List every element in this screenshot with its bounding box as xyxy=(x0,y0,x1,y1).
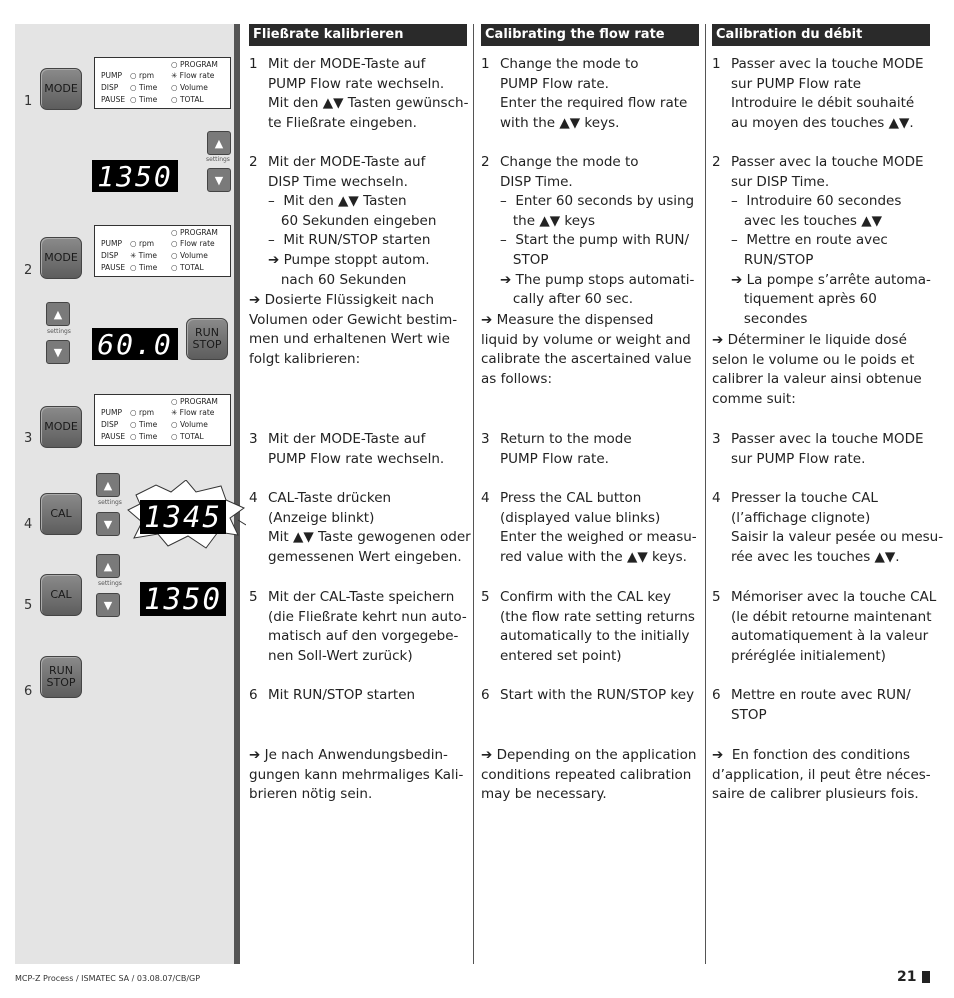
column-heading: Calibrating the flow rate xyxy=(481,24,699,46)
step-number: 4 xyxy=(24,517,33,532)
column-french: Calibration du débit 1 Passer avec la touche MODE sur PUMP Flow rate Introduire le débit souhaité au moyen des touches ▲▼. 2 Passer avec la touche MODE sur DISP Time. – Introduire 60 secondes avec les touches ▲▼ – Mettre en route avec RUN/STOP ➔ La pompe s’arrête automa- tiquement après 60 secondes ➔ Déterminer le liquide dosé selon le volume ou le poids et calibrer la valeur ainsi obtenue comme suit: 3 Passer avec la touche MODE sur PUMP Flow rate. 4 Presser la touche CAL (l’affichage clignote) Saisir la valeur pesée ou mesu- rée avec les touches ▲▼. 5 Mémoriser avec la touche CAL (le débit retourne maintenant automatiquement à la valeur préréglée initialement) 6 Mettre en route avec RUN/ STOP ➔ En fonction des conditions d’application, il peut être néces- saire de calibrer plusieurs fois. xyxy=(712,24,930,964)
run-stop-key-icon: RUN STOP xyxy=(186,318,228,360)
mode-key-icon: MODE xyxy=(40,406,82,448)
cal-key-icon: CAL xyxy=(40,574,82,616)
page-number: 21 xyxy=(897,969,917,985)
step-number: 3 xyxy=(24,431,33,446)
page-marker xyxy=(922,971,930,983)
status-panel: ○ PROGRAM PUMP ○ rpm ✳ Flow rate DISP ○ Time ○ Volume PAUSE ○ Time ○ TOTAL xyxy=(94,394,231,446)
settings-label: settings xyxy=(98,499,122,506)
led-display: 1350 xyxy=(92,160,178,192)
settings-label: settings xyxy=(47,328,71,335)
led-display: 1350 xyxy=(140,582,226,616)
arrow-up-icon: ▲ xyxy=(207,131,231,155)
column-german: Fließrate kalibrieren 1 Mit der MODE-Taste auf PUMP Flow rate wechseln. Mit den ▲▼ Tasten gewünsch- te Fließrate eingeben. 2 Mit der MODE-Taste auf DISP Time wechseln. – Mit den ▲▼ Tasten 60 Sekunden eingeben – Mit RUN/STOP starten ➔ Pumpe stoppt autom. nach 60 Sekunden ➔ Dosierte Flüssigkeit nach Volumen oder Gewicht bestim- men und erhaltenen Wert wie folgt kalibrieren: 3 Mit der MODE-Taste auf PUMP Flow rate wechseln. 4 CAL-Taste drücken (Anzeige blinkt) Mit ▲▼ Taste gewogenen oder gemessenen Wert eingeben. 5 Mit der CAL-Taste speichern (die Fließrate kehrt nun auto- matisch auf den vorgegebe- nen Soll-Wert zurück) 6 Mit RUN/STOP starten ➔ Je nach Anwendungsbedin- gungen kann mehrmaliges Kali- brieren nötig sein. xyxy=(249,24,467,964)
column-heading: Fließrate kalibrieren xyxy=(249,24,467,46)
status-panel: ○ PROGRAM PUMP ○ rpm ○ Flow rate DISP ✳ Time ○ Volume PAUSE ○ Time ○ TOTAL xyxy=(94,225,231,277)
led-display-blinking: 1345 xyxy=(140,500,226,534)
mode-key-icon: MODE xyxy=(40,237,82,279)
column-heading: Calibration du débit xyxy=(712,24,930,46)
arrow-down-icon: ▼ xyxy=(207,168,231,192)
step-number: 5 xyxy=(24,598,33,613)
settings-label: settings xyxy=(206,156,230,163)
led-display: 60.0 xyxy=(92,328,178,360)
footer-text: MCP-Z Process / ISMATEC SA / 03.08.07/CB/GP xyxy=(15,974,201,983)
arrow-up-icon: ▲ xyxy=(96,473,120,497)
column-divider xyxy=(473,24,474,964)
arrow-down-icon: ▼ xyxy=(46,340,70,364)
step-number: 1 xyxy=(24,94,33,109)
cal-key-icon: CAL xyxy=(40,493,82,535)
arrow-down-icon: ▼ xyxy=(96,512,120,536)
settings-label: settings xyxy=(98,580,122,587)
arrow-up-icon: ▲ xyxy=(46,302,70,326)
column-divider xyxy=(705,24,706,964)
mode-key-icon: MODE xyxy=(40,68,82,110)
column-english: Calibrating the flow rate 1 Change the mode to PUMP Flow rate. Enter the required flow rate with the ▲▼ keys. 2 Change the mode to DISP Time. – Enter 60 seconds by using the ▲▼ keys – Start the pump with RUN/ STOP ➔ The pump stops automati- cally after 60 sec. ➔ Measure the dispensed liquid by volume or weight and calibrate the ascertained value as follows: 3 Return to the mode PUMP Flow rate. 4 Press the CAL button (displayed value blinks) Enter the weighed or measu- red value with the ▲▼ keys. 5 Confirm with the CAL key (the flow rate setting returns automatically to the initially entered set point) 6 Start with the RUN/STOP key ➔ Depending on the application conditions repeated calibration may be necessary. xyxy=(481,24,699,964)
step-number: 6 xyxy=(24,684,33,699)
run-stop-key-icon: RUN STOP xyxy=(40,656,82,698)
step-number: 2 xyxy=(24,263,33,278)
arrow-up-icon: ▲ xyxy=(96,554,120,578)
status-panel: ○ PROGRAM PUMP ○ rpm ✳ Flow rate DISP ○ Time ○ Volume PAUSE ○ Time ○ TOTAL xyxy=(94,57,231,109)
arrow-down-icon: ▼ xyxy=(96,593,120,617)
